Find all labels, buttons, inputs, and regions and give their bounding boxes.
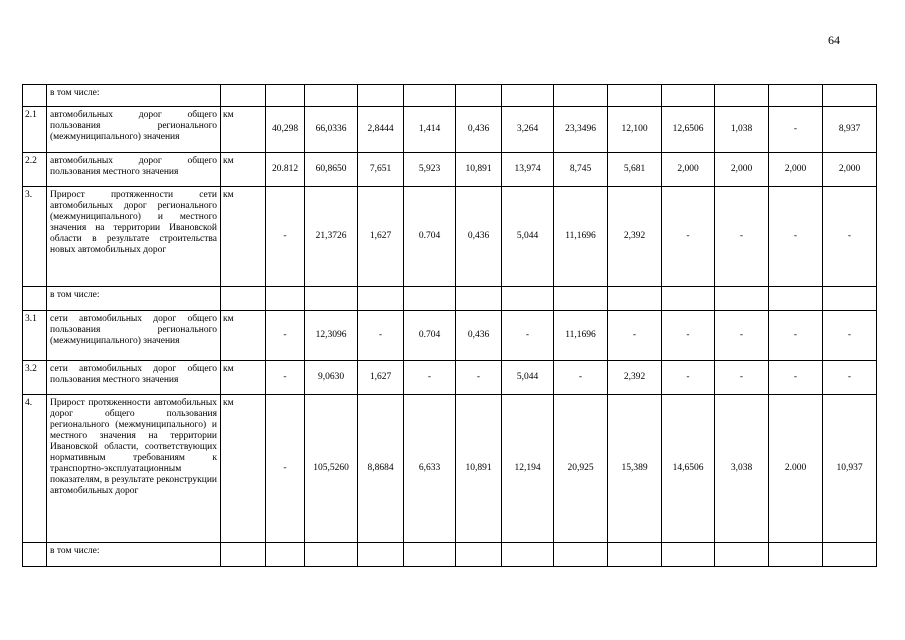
page-number: 64	[828, 33, 840, 47]
table-cell: 40,298	[266, 107, 305, 153]
table-cell: -	[456, 361, 502, 395]
table-cell: 14,6506	[662, 395, 715, 543]
table-cell	[456, 85, 502, 107]
table-row	[23, 395, 877, 543]
table-cell: 10,937	[823, 395, 877, 543]
table-cell: 3,038	[715, 395, 769, 543]
table-cell	[662, 543, 715, 567]
table-cell: 11,1696	[554, 187, 608, 287]
row-name: в том числе:	[47, 287, 221, 311]
table-cell	[823, 287, 877, 311]
table-cell	[502, 287, 554, 311]
table-cell: -	[266, 361, 305, 395]
table-cell: 3,264	[502, 107, 554, 153]
table-cell: 12,100	[608, 107, 662, 153]
row-name: сети автомобильных дорог общего пользования регионального (межмуниципального) значения	[47, 311, 221, 361]
table-cell: 15,389	[608, 395, 662, 543]
row-unit: км	[221, 361, 266, 395]
table-cell	[769, 85, 823, 107]
table-cell: -	[823, 361, 877, 395]
table-cell	[305, 543, 358, 567]
row-number	[23, 543, 47, 567]
table-cell: 5,923	[404, 153, 456, 187]
table-cell: 20,925	[554, 395, 608, 543]
row-unit: км	[221, 187, 266, 287]
table-cell	[662, 287, 715, 311]
table-cell	[715, 543, 769, 567]
table-cell	[305, 85, 358, 107]
table-cell: 8,745	[554, 153, 608, 187]
table-cell: 10,891	[456, 153, 502, 187]
table-cell	[266, 287, 305, 311]
table-cell	[456, 287, 502, 311]
table-cell: 2,000	[823, 153, 877, 187]
table-cell: 60,8650	[305, 153, 358, 187]
table-cell: 8,8684	[358, 395, 404, 543]
table-cell: 2,000	[769, 153, 823, 187]
table-cell: -	[266, 187, 305, 287]
table-cell: 105,5260	[305, 395, 358, 543]
table-cell: 2,000	[662, 153, 715, 187]
row-number: 3.2	[23, 361, 47, 395]
row-name: в том числе:	[47, 543, 221, 567]
row-name: автомобильных дорог общего пользования местного значения	[47, 153, 221, 187]
row-name: автомобильных дорог общего пользования регионального (межмуниципального) значения	[47, 107, 221, 153]
table-cell	[554, 85, 608, 107]
table-cell: -	[715, 311, 769, 361]
row-name: в том числе:	[47, 85, 221, 107]
table-row	[23, 153, 877, 187]
table-cell: -	[502, 311, 554, 361]
table-cell: -	[662, 361, 715, 395]
table-cell: 5,044	[502, 187, 554, 287]
table-cell: -	[266, 311, 305, 361]
table-cell: 0,436	[456, 107, 502, 153]
table-cell	[358, 85, 404, 107]
table-row	[23, 361, 877, 395]
table-cell: -	[769, 361, 823, 395]
row-unit	[221, 287, 266, 311]
table-cell: 66,0336	[305, 107, 358, 153]
table-cell: 0.704	[404, 311, 456, 361]
row-unit: км	[221, 107, 266, 153]
table-cell: 5,044	[502, 361, 554, 395]
row-unit: км	[221, 395, 266, 543]
table-cell: -	[266, 395, 305, 543]
table-row	[23, 287, 877, 311]
row-unit	[221, 543, 266, 567]
table-cell: 2,392	[608, 361, 662, 395]
table-cell: 9,0630	[305, 361, 358, 395]
table-cell: 11,1696	[554, 311, 608, 361]
table-cell: -	[823, 187, 877, 287]
table-cell	[456, 543, 502, 567]
table-cell: 20.812	[266, 153, 305, 187]
table-cell	[608, 287, 662, 311]
table-cell	[662, 85, 715, 107]
table-cell	[769, 287, 823, 311]
table-cell: 8,937	[823, 107, 877, 153]
table-row	[23, 543, 877, 567]
row-number: 2.1	[23, 107, 47, 153]
row-unit: км	[221, 153, 266, 187]
row-name: Прирост протяженности сети автомобильных дорог регионального (межмуниципального) и местного значения на территории Ивановской области в результате строительства новых автомобильных дорог	[47, 187, 221, 287]
table-row	[23, 187, 877, 287]
row-unit: км	[221, 311, 266, 361]
table-cell: 2,000	[715, 153, 769, 187]
row-number: 4.	[23, 395, 47, 543]
table-cell: -	[769, 311, 823, 361]
table-row	[23, 107, 877, 153]
table-cell: 0.704	[404, 187, 456, 287]
table-cell: -	[662, 187, 715, 287]
table-cell: -	[608, 311, 662, 361]
table-cell: 0,436	[456, 311, 502, 361]
table-cell	[502, 543, 554, 567]
row-number: 3.1	[23, 311, 47, 361]
table-cell: -	[662, 311, 715, 361]
table-cell: -	[715, 187, 769, 287]
table-cell	[305, 287, 358, 311]
table-cell	[358, 287, 404, 311]
table-cell	[404, 543, 456, 567]
table-cell	[823, 85, 877, 107]
table-cell: -	[769, 107, 823, 153]
table-cell: 10,891	[456, 395, 502, 543]
table-cell: 2,392	[608, 187, 662, 287]
table-cell	[715, 287, 769, 311]
table-cell: 5,681	[608, 153, 662, 187]
table-cell: 21,3726	[305, 187, 358, 287]
table-cell	[266, 85, 305, 107]
table-cell	[608, 543, 662, 567]
row-number: 2.2	[23, 153, 47, 187]
table-cell: 2.000	[769, 395, 823, 543]
data-table	[22, 84, 877, 567]
table-cell: 12,3096	[305, 311, 358, 361]
row-number	[23, 85, 47, 107]
table-cell	[358, 543, 404, 567]
table-row	[23, 311, 877, 361]
table-cell	[554, 543, 608, 567]
table-cell: -	[404, 361, 456, 395]
row-number: 3.	[23, 187, 47, 287]
table-cell: 2,8444	[358, 107, 404, 153]
table-cell: -	[769, 187, 823, 287]
table-cell: 12,194	[502, 395, 554, 543]
row-number	[23, 287, 47, 311]
table-cell: 7,651	[358, 153, 404, 187]
table-cell: 13,974	[502, 153, 554, 187]
table-cell: -	[554, 361, 608, 395]
table-cell	[769, 543, 823, 567]
table-cell: 1,627	[358, 187, 404, 287]
table-cell	[404, 85, 456, 107]
table-cell: 1,627	[358, 361, 404, 395]
table-cell: 23,3496	[554, 107, 608, 153]
table-cell: -	[358, 311, 404, 361]
table-cell: -	[823, 311, 877, 361]
table-cell: 0,436	[456, 187, 502, 287]
table-cell	[404, 287, 456, 311]
table-cell	[608, 85, 662, 107]
table-cell: 12,6506	[662, 107, 715, 153]
table-cell	[715, 85, 769, 107]
row-unit	[221, 85, 266, 107]
table-cell	[502, 85, 554, 107]
table-row	[23, 85, 877, 107]
table-cell	[823, 543, 877, 567]
table-cell: -	[715, 361, 769, 395]
row-name: Прирост протяженности автомобильных дорог общего пользования регионального (межмуниципального) и местного значения на территории Ивановской области, соответствующих нормативным требованиям к транспортно-эксплуатационным показателям, в результате реконструкции автомобильных дорог	[47, 395, 221, 543]
table-cell: 1,414	[404, 107, 456, 153]
table-cell	[266, 543, 305, 567]
row-name: сети автомобильных дорог общего пользования местного значения	[47, 361, 221, 395]
table-cell	[554, 287, 608, 311]
table-cell: 1,038	[715, 107, 769, 153]
table-cell: 6,633	[404, 395, 456, 543]
